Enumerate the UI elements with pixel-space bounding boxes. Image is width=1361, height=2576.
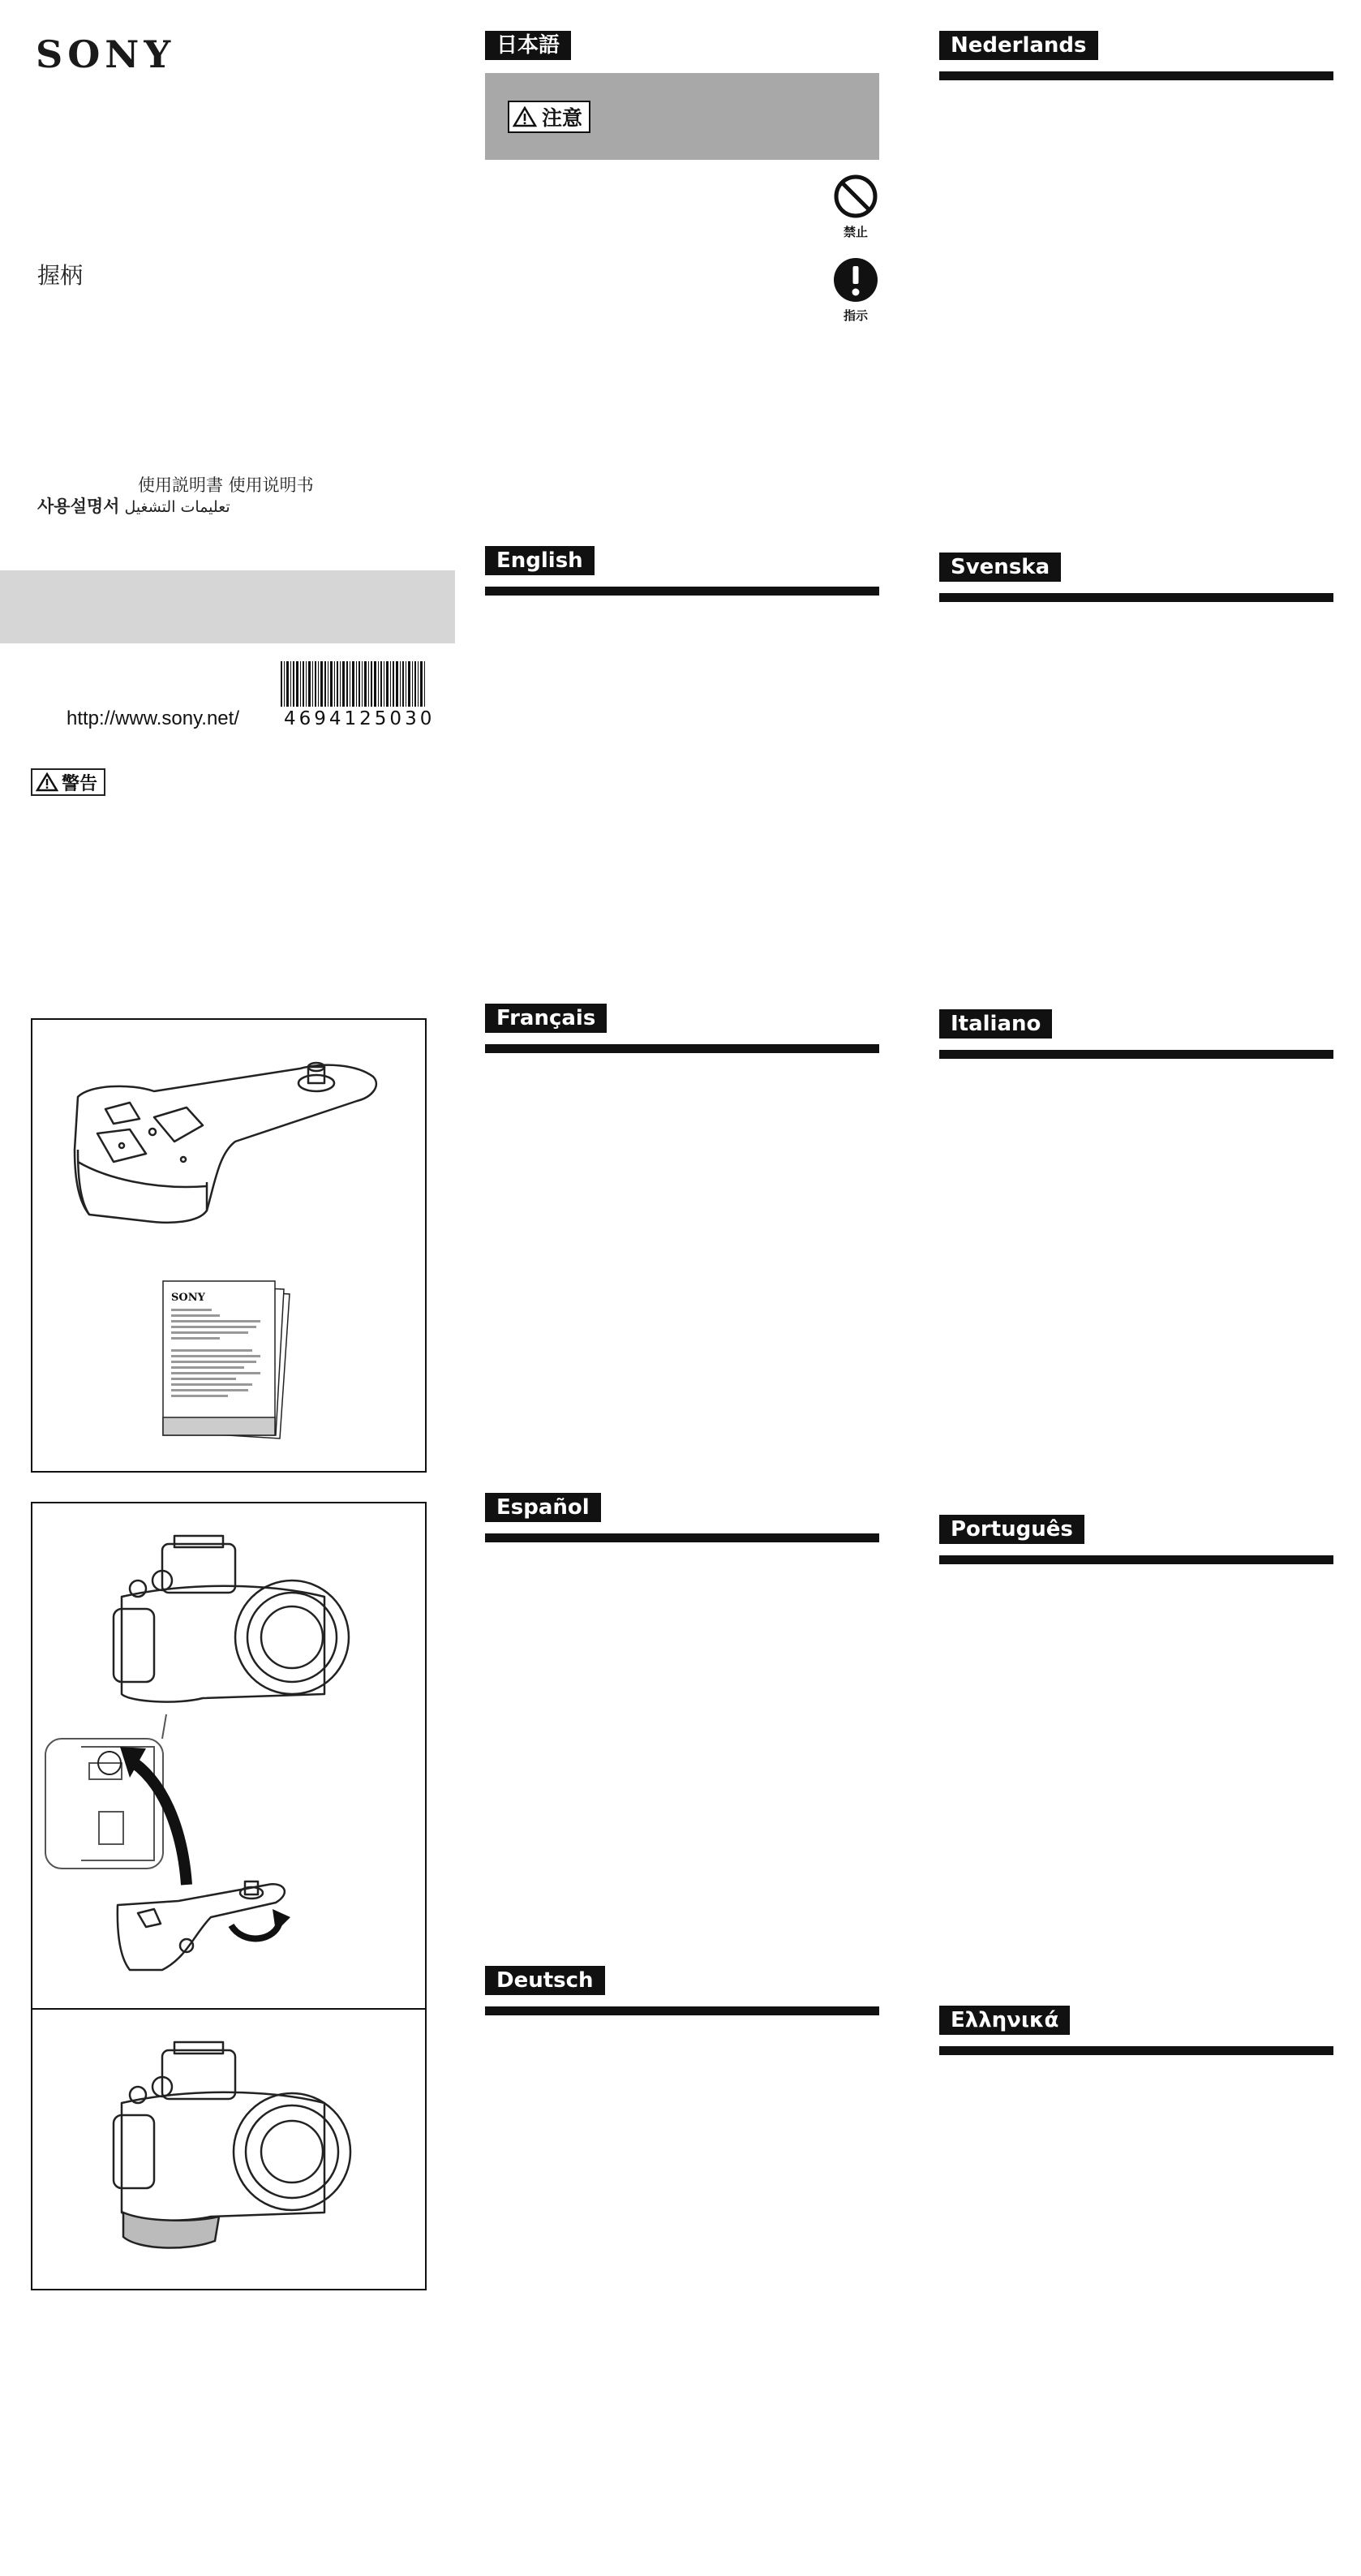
swedish-rule — [939, 593, 1333, 602]
mandatory-label: 指示 — [843, 308, 868, 323]
lang-header-swedish: Svenska — [939, 553, 1061, 582]
barcode-number: 4694125030 — [284, 708, 436, 729]
warning-label — [31, 768, 105, 796]
german-rule — [485, 2006, 879, 2015]
camera-attached-illustration — [32, 2010, 425, 2289]
mandatory-symbol — [831, 258, 880, 324]
french-rule — [485, 1044, 879, 1053]
lang-header-italian: Italiano — [939, 1009, 1052, 1039]
portuguese-rule — [939, 1555, 1333, 1564]
barcode-image — [281, 661, 425, 707]
attach-illustration-panel — [31, 1502, 427, 2011]
mandatory-action-icon — [831, 258, 880, 303]
manual-title-korean: 사용설명서 — [37, 497, 120, 516]
manual-title-cjk: 使用説明書 使用说明书 — [138, 475, 314, 495]
english-rule — [485, 587, 879, 596]
caution-triangle-icon — [513, 106, 537, 127]
product-name: 握柄 — [37, 262, 84, 289]
prohibition-label: 禁止 — [843, 225, 868, 239]
caution-label — [508, 101, 590, 133]
manual-booklet-illustration — [158, 1278, 296, 1440]
manual-title-ko-ar — [37, 493, 230, 518]
lang-header-spanish: Español — [485, 1493, 601, 1522]
prohibition-symbol — [831, 174, 880, 240]
contents-illustration-panel — [31, 1018, 427, 1473]
lang-header-japanese: 日本語 — [485, 31, 571, 60]
prohibition-icon — [831, 174, 880, 220]
dutch-rule — [939, 71, 1333, 80]
lang-header-english: English — [485, 546, 595, 575]
lang-header-greek: Ελληνικά — [939, 2006, 1070, 2035]
gray-band — [0, 570, 455, 643]
caution-label-text: 注意 — [542, 106, 583, 130]
lang-header-german: Deutsch — [485, 1966, 605, 1995]
booklet-brand: SONY — [171, 1292, 205, 1304]
lang-header-portuguese: Português — [939, 1515, 1084, 1544]
sony-logo: SONY — [36, 32, 176, 76]
website-url[interactable]: http://www.sony.net/ — [67, 707, 239, 729]
lang-header-french: Français — [485, 1004, 607, 1033]
spanish-rule — [485, 1533, 879, 1542]
italian-rule — [939, 1050, 1333, 1059]
greek-rule — [939, 2046, 1333, 2055]
attached-illustration-panel — [31, 2008, 427, 2290]
manual-title-arabic: تعليمات التشغيل — [124, 498, 230, 516]
warning-triangle-icon — [36, 772, 58, 792]
camera-attach-illustration — [32, 1503, 425, 2010]
warning-label-text: 警告 — [62, 773, 98, 794]
lang-header-dutch: Nederlands — [939, 31, 1098, 60]
